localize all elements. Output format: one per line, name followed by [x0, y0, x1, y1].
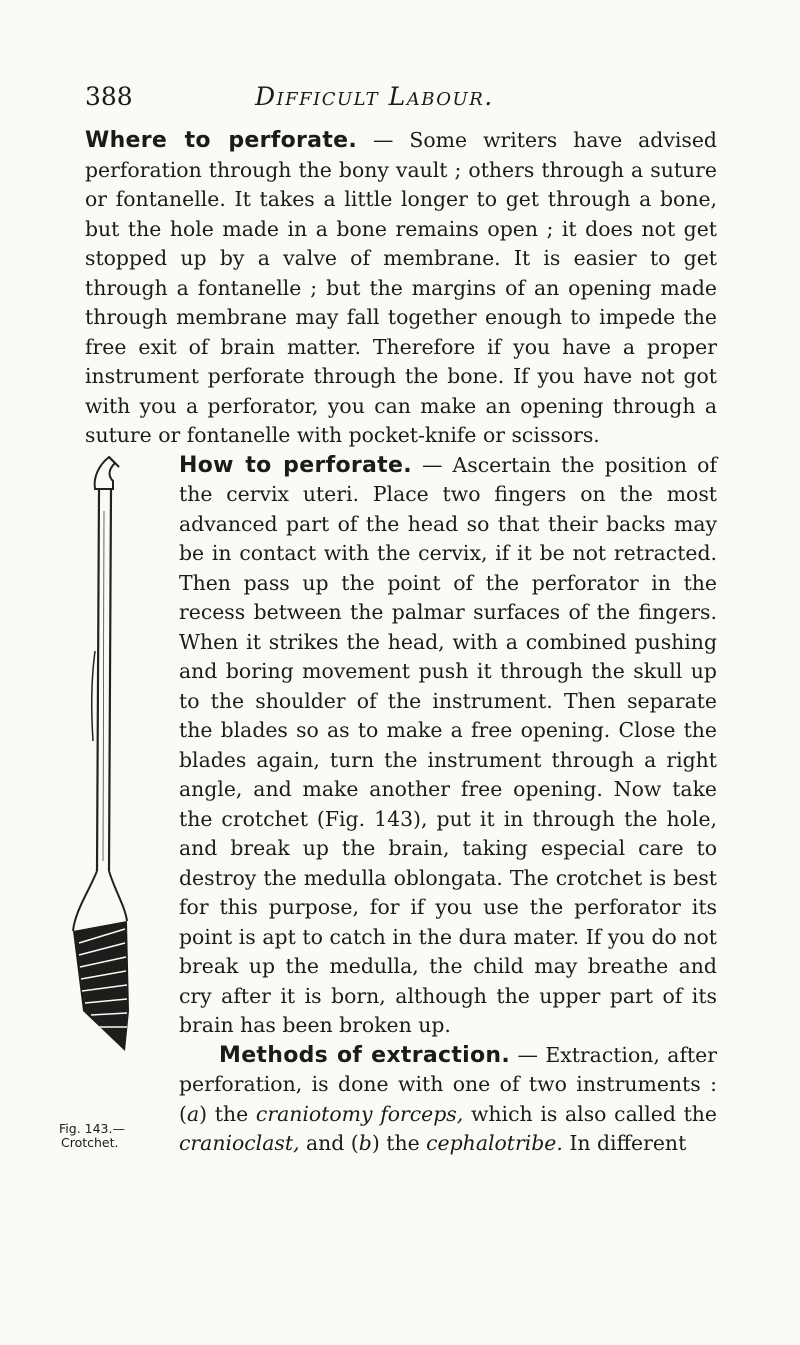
paragraph-text: ) the [199, 1101, 256, 1126]
figure-label: Crotchet. [61, 1134, 119, 1150]
paragraph-text: — Some writers have advised perforation through the bony vault ; others through a suture or fontanelle. It takes a little longer to get through a bone, but the hole made in a bone remains open ; it does not get stopped up by a valve of membrane. It is easier to get through a fontanelle ; but the margins of an opening made through membrane may fall together enough to impede the free exit of brain matter. Therefore if you have a proper instrument perforate through the bone. If you have not got with you a perforator, you can make an opening through a suture or fontanelle with pocket-knife or scissors. [85, 128, 717, 447]
section-heading: Methods of extraction. [219, 1042, 511, 1068]
paragraph-text: In different [562, 1131, 687, 1155]
paragraph-text: ) the [371, 1131, 427, 1155]
paragraph-text: — Ascertain the position of the cervix uteri. Place two fingers on the most advanced part of the head so that their backs may be in contact with the cervix, if it be not retracted. Then pass up the point of the perforator in the recess between the palmar surfaces of the fingers. When it strikes the head, with a combined pushing and boring movement push it through the skull up to the shoulder of the instrument. Then separate the blades so as to make a free opening. Close the blades again, turn the instrument through a right angle, and make another free opening. Now take the crotchet (Fig. 143), put it in through the hole, and break up the brain, taking especial care to destroy the medulla oblongata. The crotchet is best for this purpose, for if you use the perforator its point is apt to catch in the dura mater. If you do not break up the medulla, the child may breathe and cry after it is born, although the upper part of its brain has been broken up. [179, 452, 717, 1037]
paragraph-where-to-perforate [85, 126, 717, 451]
crotchet-figure [59, 451, 165, 1162]
item-letter: b [358, 1131, 372, 1155]
figure-number: Fig. 143.— [59, 1120, 125, 1136]
crotchet-illustration [69, 451, 149, 1111]
term-craniotomy-forceps: craniotomy forceps, [255, 1101, 464, 1126]
term-cephalotribe: cephalotribe. [426, 1131, 563, 1155]
paragraph-text: — Extraction, after perforation, is done with one of two instruments : ( [179, 1042, 717, 1126]
paragraph-text: which is also called the [463, 1101, 717, 1126]
running-title: Difficult Labour. [255, 82, 494, 111]
figure-caption [59, 1122, 151, 1150]
running-header [85, 82, 685, 116]
section-heading: Where to perforate. [85, 128, 358, 153]
paragraph-methods-of-extraction [85, 1041, 717, 1159]
item-letter: a [186, 1101, 200, 1126]
term-cranioclast: cranioclast, [179, 1131, 300, 1155]
body-text [59, 126, 717, 1162]
paragraph-how-to-perforate [85, 451, 717, 1041]
section-heading: How to perforate. [179, 452, 412, 478]
paragraph-text: and ( [299, 1131, 359, 1155]
page-number: 388 [85, 82, 133, 111]
